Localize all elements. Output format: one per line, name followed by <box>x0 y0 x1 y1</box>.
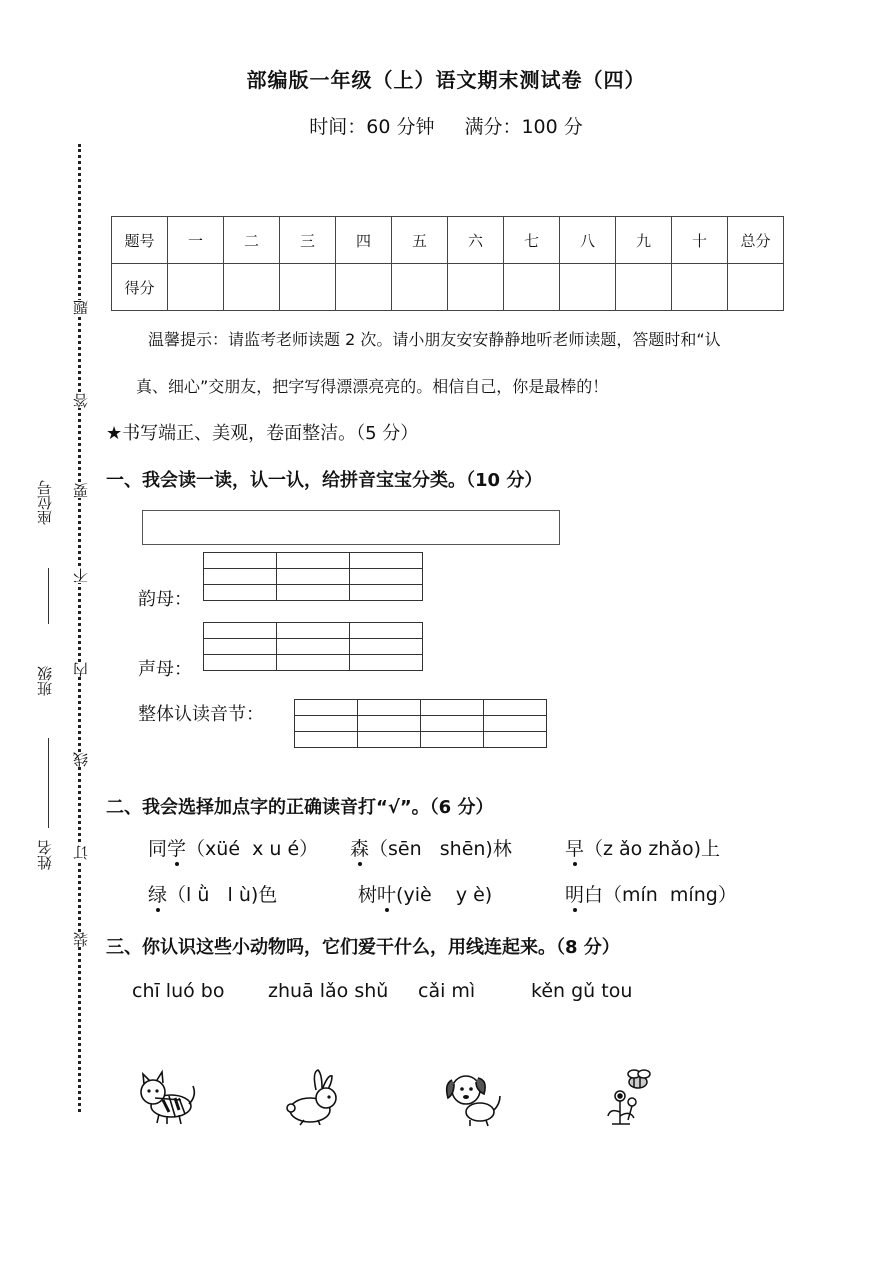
score-cell[interactable] <box>224 264 280 311</box>
page-title: 部编版一年级（上）语文期末测试卷（四） <box>246 68 646 92</box>
binding-char: 内 <box>72 662 90 677</box>
score-header-cell: 总分 <box>728 217 784 264</box>
dotted-char: 明 <box>565 880 584 907</box>
section-2-title: 二、我会选择加点字的正确读音打“√”。（6 分） <box>106 797 494 818</box>
shengmu-writing-grid[interactable] <box>203 622 423 671</box>
binding-char: 题 <box>72 300 90 315</box>
dotted-char: 叶 <box>377 880 396 907</box>
score-header-cell: 四 <box>336 217 392 264</box>
yunmu-label: 韵母： <box>138 589 192 610</box>
question-shuye[interactable] <box>358 880 492 907</box>
score-header-cell: 二 <box>224 217 280 264</box>
score-header-cell: 三 <box>280 217 336 264</box>
dotted-char: 森 <box>350 834 369 861</box>
score-header-cell: 七 <box>504 217 560 264</box>
cat-icon[interactable] <box>135 1068 199 1128</box>
score-cell[interactable] <box>280 264 336 311</box>
pinyin-chiluobo[interactable]: chī luó bo <box>132 980 225 1002</box>
score-header-cell: 十 <box>672 217 728 264</box>
q-options: (yiè y è) <box>396 884 493 906</box>
q-options: （sēn shēn)林 <box>369 838 512 860</box>
score-table-header-row <box>112 217 784 264</box>
tip-line-1: 温馨提示：请监考老师读题 2 次。请小朋友安安静静地听老师读题，答题时和“认 <box>148 330 721 349</box>
pinyin-zhualaoshu[interactable]: zhuā lǎo shǔ <box>268 980 389 1002</box>
score-cell[interactable] <box>728 264 784 311</box>
binding-char: 线 <box>72 752 90 767</box>
pinyin-kenGutou[interactable]: kěn gǔ tou <box>531 980 633 1002</box>
question-lvse[interactable] <box>148 880 277 907</box>
score-header-cell: 九 <box>616 217 672 264</box>
score-header-cell: 六 <box>448 217 504 264</box>
binding-char: 答 <box>72 393 90 408</box>
score-table-score-row <box>112 264 784 311</box>
pinyin-source-box <box>142 510 560 545</box>
class-line <box>48 738 49 828</box>
yunmu-writing-grid[interactable] <box>203 552 423 601</box>
binding-char: 要 <box>72 483 90 498</box>
binding-char: 装 <box>72 932 90 947</box>
score-row-label: 得分 <box>112 264 168 311</box>
q-options: （xüé x u é） <box>186 838 319 860</box>
score-cell[interactable] <box>448 264 504 311</box>
section-1-title: 一、我会读一读，认一认，给拼音宝宝分类。（10 分） <box>106 470 543 491</box>
score-cell[interactable] <box>336 264 392 311</box>
q-options: 白（mín míng） <box>584 884 737 906</box>
seat-number-label: 座位号 <box>36 480 54 525</box>
dotted-char: 绿 <box>148 880 167 907</box>
binding-char: 订 <box>72 845 90 860</box>
score-header-cell: 一 <box>168 217 224 264</box>
score-cell[interactable] <box>616 264 672 311</box>
puppy-icon[interactable] <box>440 1068 504 1128</box>
question-zaoshang[interactable] <box>565 834 720 861</box>
score-cell[interactable] <box>168 264 224 311</box>
binding-dotted-line <box>78 144 81 1112</box>
pinyin-caimi[interactable]: cǎi mì <box>418 980 476 1002</box>
score-cell[interactable] <box>392 264 448 311</box>
question-mingbai[interactable] <box>565 880 737 907</box>
class-label: 班级 <box>36 666 54 696</box>
tip-line-2: 真、细心”交朋友，把字写得漂漂亮亮的。相信自己，你是最棒的！ <box>136 377 609 396</box>
exam-info <box>0 112 892 139</box>
question-tongxue[interactable] <box>148 834 318 861</box>
exam-time: 时间：60 分钟 <box>309 116 435 138</box>
handwriting-note: ★书写端正、美观，卷面整洁。（5 分） <box>106 423 419 444</box>
zhengti-writing-grid[interactable] <box>294 699 547 748</box>
exam-full-score: 满分：100 分 <box>464 116 583 138</box>
bee-flower-icon[interactable] <box>600 1068 664 1128</box>
dotted-char: 早 <box>565 834 584 861</box>
binding-char: 不 <box>72 568 90 583</box>
score-header-cell: 五 <box>392 217 448 264</box>
q-prefix: 树 <box>358 884 378 906</box>
score-header-cell: 八 <box>560 217 616 264</box>
seat-number-line <box>48 568 49 624</box>
dotted-char: 学 <box>167 834 186 861</box>
question-senlin[interactable] <box>350 834 512 861</box>
score-cell[interactable] <box>672 264 728 311</box>
score-header-cell: 题号 <box>112 217 168 264</box>
section-3-title: 三、你认识这些小动物吗，它们爱干什么，用线连起来。（8 分） <box>106 937 620 958</box>
rabbit-icon[interactable] <box>282 1068 346 1128</box>
score-table <box>111 216 784 311</box>
score-cell[interactable] <box>504 264 560 311</box>
q-prefix: 同 <box>148 838 168 860</box>
q-options: （z ǎo zhǎo)上 <box>584 838 721 860</box>
q-options: （l ǜ l ù)色 <box>167 884 278 906</box>
zhengti-label: 整体认读音节： <box>138 704 264 725</box>
name-label: 姓名 <box>36 840 54 870</box>
shengmu-label: 声母： <box>138 659 192 680</box>
score-cell[interactable] <box>560 264 616 311</box>
